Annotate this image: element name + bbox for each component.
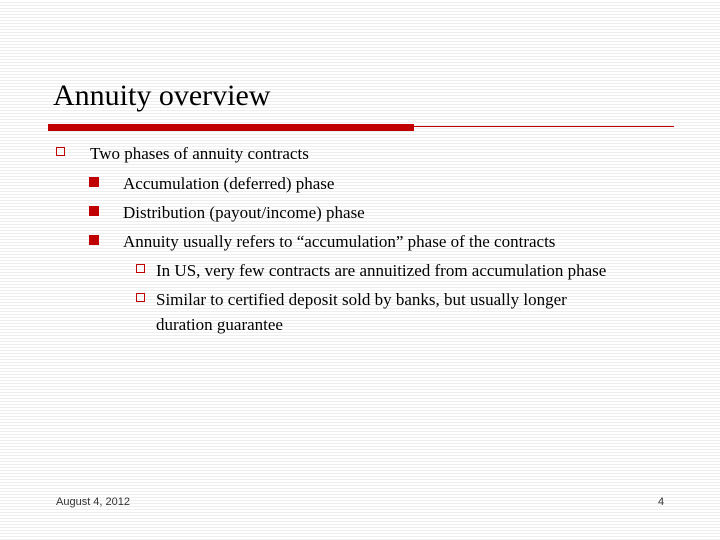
filled-square-bullet-icon [89,206,99,216]
bullet-level3-text: In US, very few contracts are annuitized from accumulation phase [156,261,607,280]
bullet-level2-text: Accumulation (deferred) phase [123,174,335,193]
bullet-level3-continuation: duration guarantee [156,315,283,334]
hollow-square-bullet-icon [136,293,145,302]
bullet-level1-text: Two phases of annuity contracts [90,144,309,163]
filled-square-bullet-icon [89,235,99,245]
filled-square-bullet-icon [89,177,99,187]
footer-date: August 4, 2012 [56,496,131,508]
title-underline-thin [414,126,674,127]
bullet-level3-text: Similar to certified deposit sold by banks, but usually longer [156,290,567,309]
title-underline-thick [48,124,414,131]
bullet-level2-text: Annuity usually refers to “accumulation” phase of the contracts [123,232,556,251]
hollow-square-bullet-icon [136,264,145,273]
slide-number: 4 [658,496,665,508]
slide-title: Annuity overview [53,79,271,112]
bullet-level2-text: Distribution (payout/income) phase [123,203,365,222]
hollow-square-bullet-icon [56,147,65,156]
